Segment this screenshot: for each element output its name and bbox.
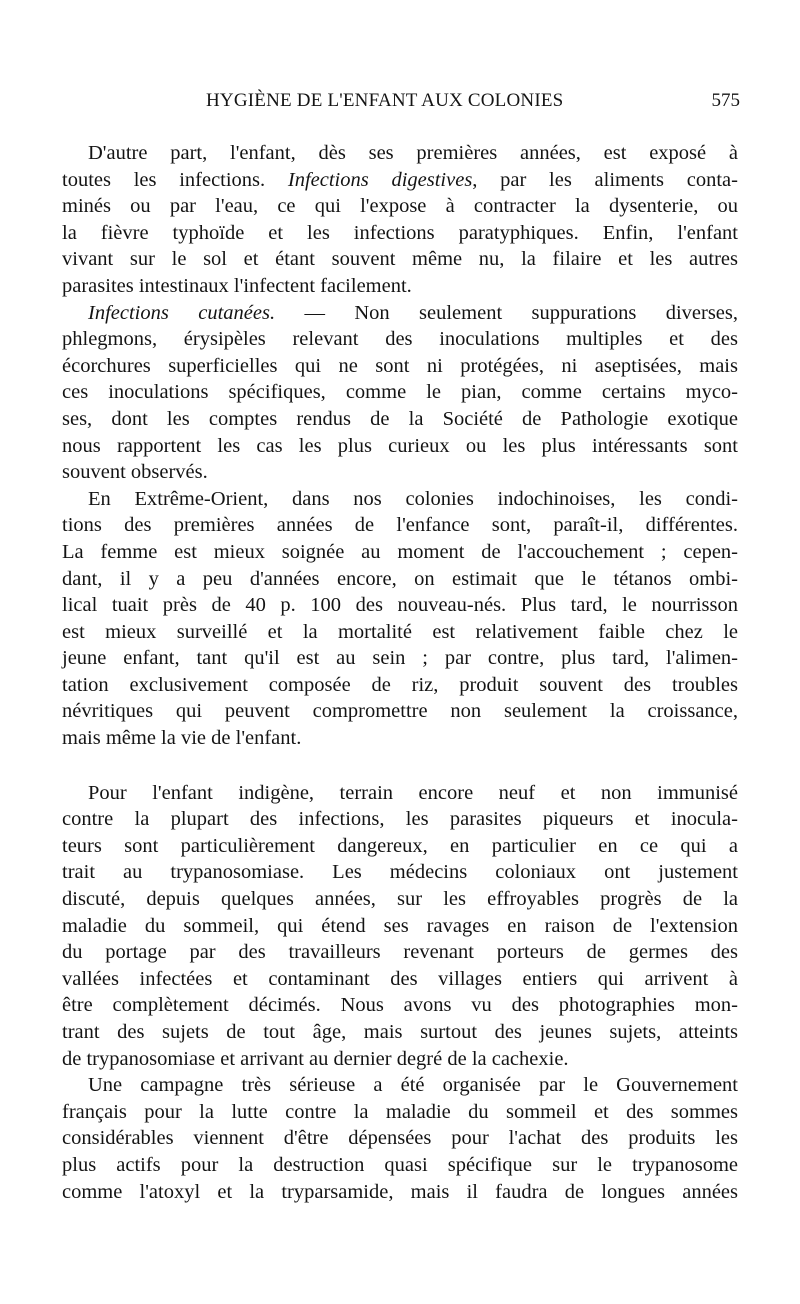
page-number: 575 — [711, 90, 740, 111]
text-line: mais même la vie de l'enfant. — [62, 727, 302, 750]
text-line: du portage par des travailleurs revenant porteurs de germes des — [62, 941, 738, 964]
text-line: est mieux surveillé et la mortalité est relativement faible chez le — [62, 620, 738, 643]
text-line: la fièvre typhoïde et les infections paratyphiques. Enfin, l'enfant — [62, 221, 738, 244]
paragraph — [62, 140, 738, 300]
text-line: dant, il y a peu d'années encore, on estimait que le tétanos ombi- — [62, 567, 738, 590]
text-line: trant des sujets de tout âge, mais surtout des jeunes sujets, atteints — [62, 1021, 738, 1043]
paragraph — [62, 780, 738, 1073]
text-line: plus actifs pour la destruction quasi spécifique sur le trypanosome — [62, 1153, 738, 1176]
text-line: français pour la lutte contre la maladie du sommeil et des sommes — [62, 1100, 738, 1123]
text-line: discuté, depuis quelques années, sur les effroyables progrès de la — [62, 888, 738, 911]
text-line: vivant sur le sol et étant souvent même nu, la filaire et les autres — [62, 248, 738, 271]
paragraph-gap — [62, 752, 738, 780]
text-line: En Extrême-Orient, dans nos colonies indochinoises, les condi- — [88, 487, 738, 510]
text-line: phlegmons, érysipèles relevant des inoculations multiples et des — [62, 328, 738, 351]
text-line: être complètement décimés. Nous avons vu des photographies mon- — [62, 994, 738, 1017]
text-line: ses, dont les comptes rendus de la Société de Pathologie exotique — [62, 407, 738, 430]
text-line: névritiques qui peuvent compromettre non seulement la croissance, — [62, 700, 738, 723]
text-line: ces inoculations spécifiques, comme le pian, comme certains myco- — [62, 381, 738, 404]
text-fragment: toutes les infections. — [62, 168, 288, 191]
text-line — [62, 167, 738, 194]
running-title: HYGIÈNE DE L'ENFANT AUX COLONIES — [206, 90, 564, 111]
text-fragment: , par les aliments conta- — [472, 168, 738, 191]
text-line: jeune enfant, tant qu'il est au sein ; par contre, plus tard, l'alimen- — [62, 647, 738, 670]
text-line: tions des premières années de l'enfance sont, paraît-il, différentes. — [62, 514, 738, 537]
text-line: comme l'atoxyl et la tryparsamide, mais il faudra de longues années — [62, 1180, 738, 1203]
text-line: Une campagne très sérieuse a été organisée par le Gouvernement — [88, 1074, 738, 1097]
text-line: trait au trypanosomiase. Les médecins coloniaux ont justement — [62, 861, 738, 884]
paragraph — [62, 300, 738, 486]
text-line: considérables viennent d'être dépensées pour l'achat des produits les — [62, 1127, 738, 1150]
text-line: écorchures superficielles qui ne sont ni protégées, ni aseptisées, mais — [62, 354, 738, 377]
body-text — [62, 140, 738, 1205]
text-line: vallées infectées et contaminant des villages entiers qui arrivent à — [62, 967, 738, 990]
paragraph — [62, 1072, 738, 1205]
italic-heading: Infections cutanées. — [88, 301, 276, 324]
text-line: minés ou par l'eau, ce qui l'expose à contracter la dysenterie, ou — [62, 195, 738, 218]
text-line: tation exclusivement composée de riz, produit souvent des troubles — [62, 673, 738, 696]
text-line: souvent observés. — [62, 461, 208, 484]
text-line: maladie du sommeil, qui étend ses ravages en raison de l'extension — [62, 914, 738, 937]
page-header — [88, 90, 740, 116]
text-line: parasites intestinaux l'infectent facilement. — [62, 274, 412, 297]
text-line — [62, 300, 738, 327]
text-line: nous rapportent les cas les plus curieux ou les plus intéressants sont — [62, 434, 738, 457]
paragraph — [62, 486, 738, 752]
italic-term: Infections digestives — [287, 168, 473, 191]
text-line: contre la plupart des infections, les parasites piqueurs et inocula- — [62, 808, 738, 831]
text-line: Pour l'enfant indigène, terrain encore neuf et non immunisé — [88, 781, 738, 804]
text-line: teurs sont particulièrement dangereux, en particulier en ce qui a — [62, 834, 738, 857]
text-line: lical tuait près de 40 p. 100 des nouveau-nés. Plus tard, le nourrisson — [62, 594, 738, 617]
text-line: D'autre part, l'enfant, dès ses premières années, est exposé à — [88, 142, 738, 164]
text-line: de trypanosomiase et arrivant au dernier degré de la cachexie. — [62, 1047, 569, 1070]
text-fragment: — Non seulement suppurations diverses, — [275, 301, 738, 324]
text-line: La femme est mieux soignée au moment de l'accouchement ; cepen- — [62, 540, 738, 563]
